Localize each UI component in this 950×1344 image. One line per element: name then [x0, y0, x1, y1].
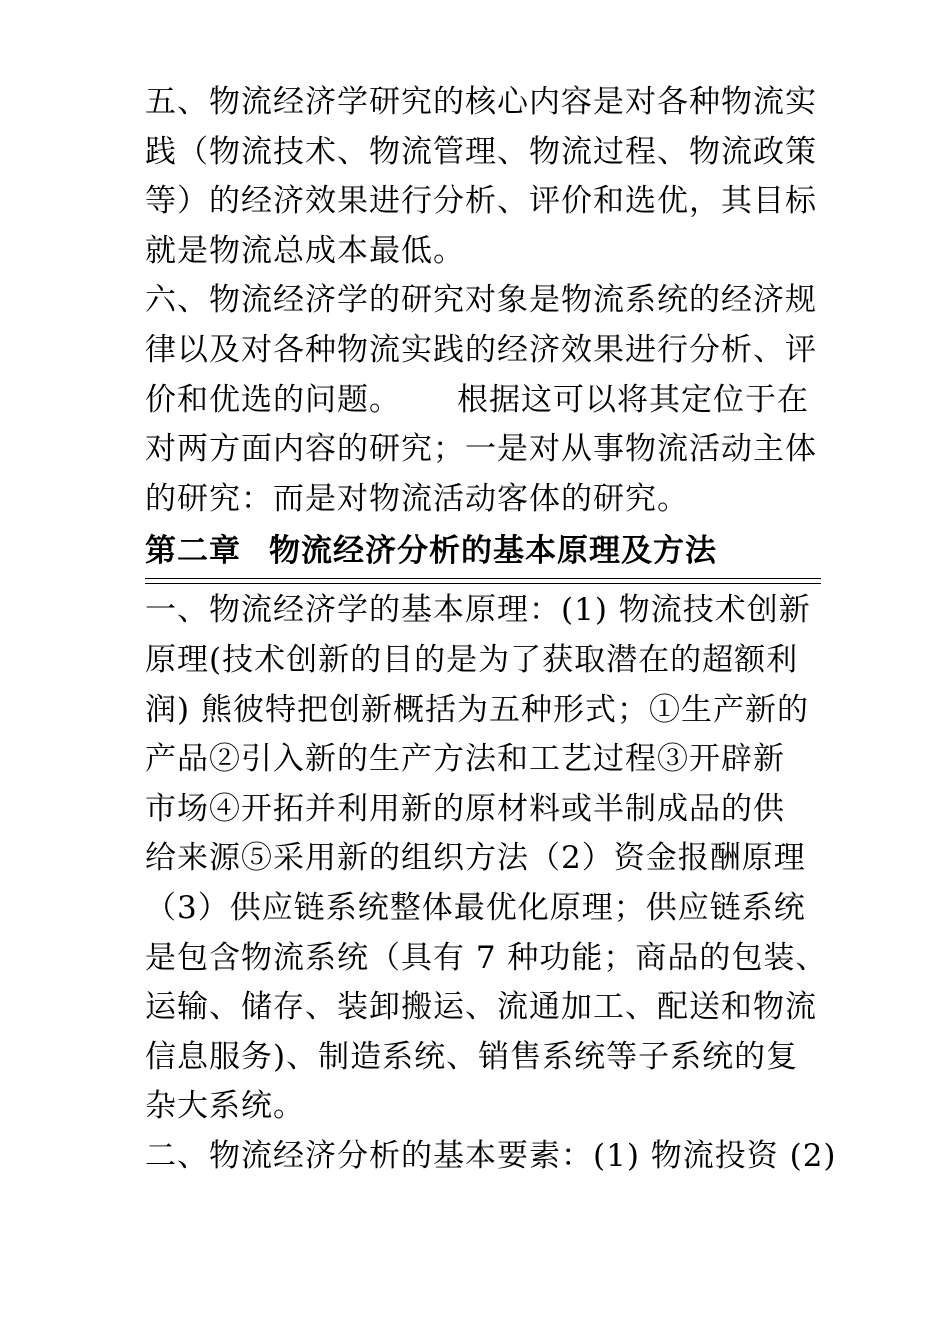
paragraph-section-5	[145, 78, 821, 276]
text-line: 给来源⑤采用新的组织方法（2）资金报酬原理	[145, 840, 806, 877]
text-line-group	[145, 376, 821, 426]
paragraph-basic-elements	[145, 1132, 837, 1182]
text-line: 等）的经济效果进行分析、评价和选优，其目标	[145, 183, 817, 220]
text-line: 产品②引入新的生产方法和工艺过程③开辟新	[145, 741, 785, 778]
heading-double-rule	[145, 578, 821, 584]
text-line: 是包含物流系统（具有 7 种功能；商品的包装、	[145, 939, 828, 976]
text-line: 六、物流经济学的研究对象是物流系统的经济规	[145, 282, 817, 319]
text-line: 五、物流经济学研究的核心内容是对各种物流实	[145, 84, 817, 120]
paragraph-section-6	[145, 276, 821, 524]
text-line: 杂大系统。	[145, 1088, 305, 1125]
text-line: 就是物流总成本最低。	[145, 232, 465, 269]
text-fragment: 价和优选的问题。	[145, 381, 401, 418]
text-line: 润) 熊彼特把创新概括为五种形式；①生产新的	[145, 691, 809, 728]
chapter-number: 第二章	[145, 533, 241, 570]
text-line: 信息服务)、制造系统、销售系统等子系统的复	[145, 1038, 799, 1075]
text-line: 的研究：而是对物流活动客体的研究。	[145, 480, 689, 517]
document-page	[145, 78, 837, 1181]
text-line: 律以及对各种物流实践的经济效果进行分析、评	[145, 331, 817, 368]
text-line: 对两方面内容的研究；一是对从事物流活动主体	[145, 431, 817, 468]
text-line: 运输、储存、装卸搬运、流通加工、配送和物流	[145, 989, 817, 1026]
text-fragment: 根据这可以将其定位于在	[457, 381, 809, 418]
paragraph-basic-principles	[145, 586, 828, 1132]
chapter-heading-block	[145, 530, 821, 584]
chapter-title: 物流经济分析的基本原理及方法	[269, 533, 717, 570]
text-line: 原理(技术创新的目的是为了获取潜在的超额利	[145, 641, 799, 678]
text-line: 二、物流经济分析的基本要素：(1) 物流投资 (2)	[145, 1137, 837, 1174]
text-line: 一、物流经济学的基本原理：(1) 物流技术创新	[145, 592, 811, 629]
text-line: 市场④开拓并利用新的原材料或半制成品的供	[145, 790, 785, 827]
text-line: 践（物流技术、物流管理、物流过程、物流政策	[145, 133, 817, 170]
chapter-heading	[145, 530, 821, 572]
text-line: （3）供应链系统整体最优化原理；供应链系统	[145, 889, 806, 926]
